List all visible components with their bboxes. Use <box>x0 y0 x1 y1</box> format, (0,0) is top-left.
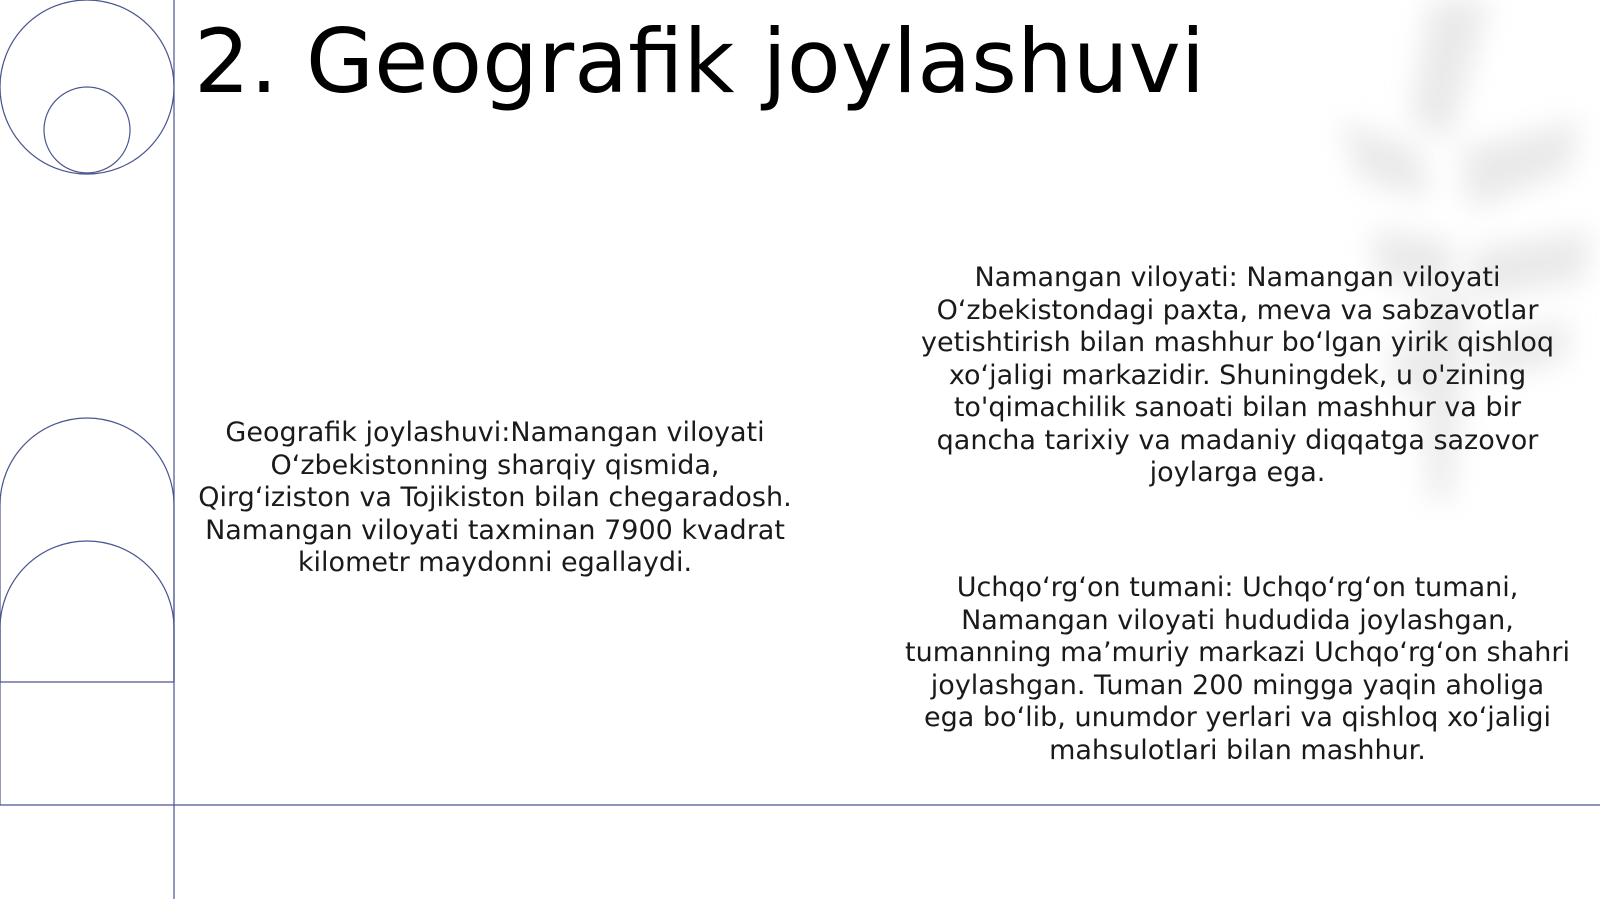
upper-arch-outline <box>0 418 174 682</box>
lower-arch-outline <box>0 541 174 682</box>
small-circle-outline <box>44 87 130 173</box>
namangan-region-paragraph: Namangan viloyati: Namangan viloyati O‘zbekistondagi paxta, meva va sabzavotlar yetishtirish bilan mashhur bo‘lgan yirik qishloq xo‘jaligi markazidir. Shuningdek, u o'zining to'qimachilik sanoati bilan mashhur va bir qancha tarixiy va madaniy diqqatga sazovor joylarga ega. <box>920 262 1555 488</box>
page-title: 2. Geografik joylashuvi <box>194 10 1206 113</box>
geography-paragraph: Geografik joylashuvi:Namangan viloyati O‘zbekistonning sharqiy qismida, Qirg‘iziston va Tojikiston bilan chegaradosh. Namangan viloyati taxminan 7900 kvadrat kilometr maydonni egallaydi. <box>198 417 792 578</box>
uchqorgon-district-paragraph: Uchqo‘rg‘on tumani: Uchqo‘rg‘on tumani, Namangan viloyati hududida joylashgan, tumanning ma’muriy markazi Uchqo‘rg‘on shahri joylashgan. Tuman 200 mingga yaqin aholiga ega bo‘lib, unumdor yerlari va qishloq xo‘jaligi mahsulotlari bilan mashhur. <box>905 572 1570 766</box>
